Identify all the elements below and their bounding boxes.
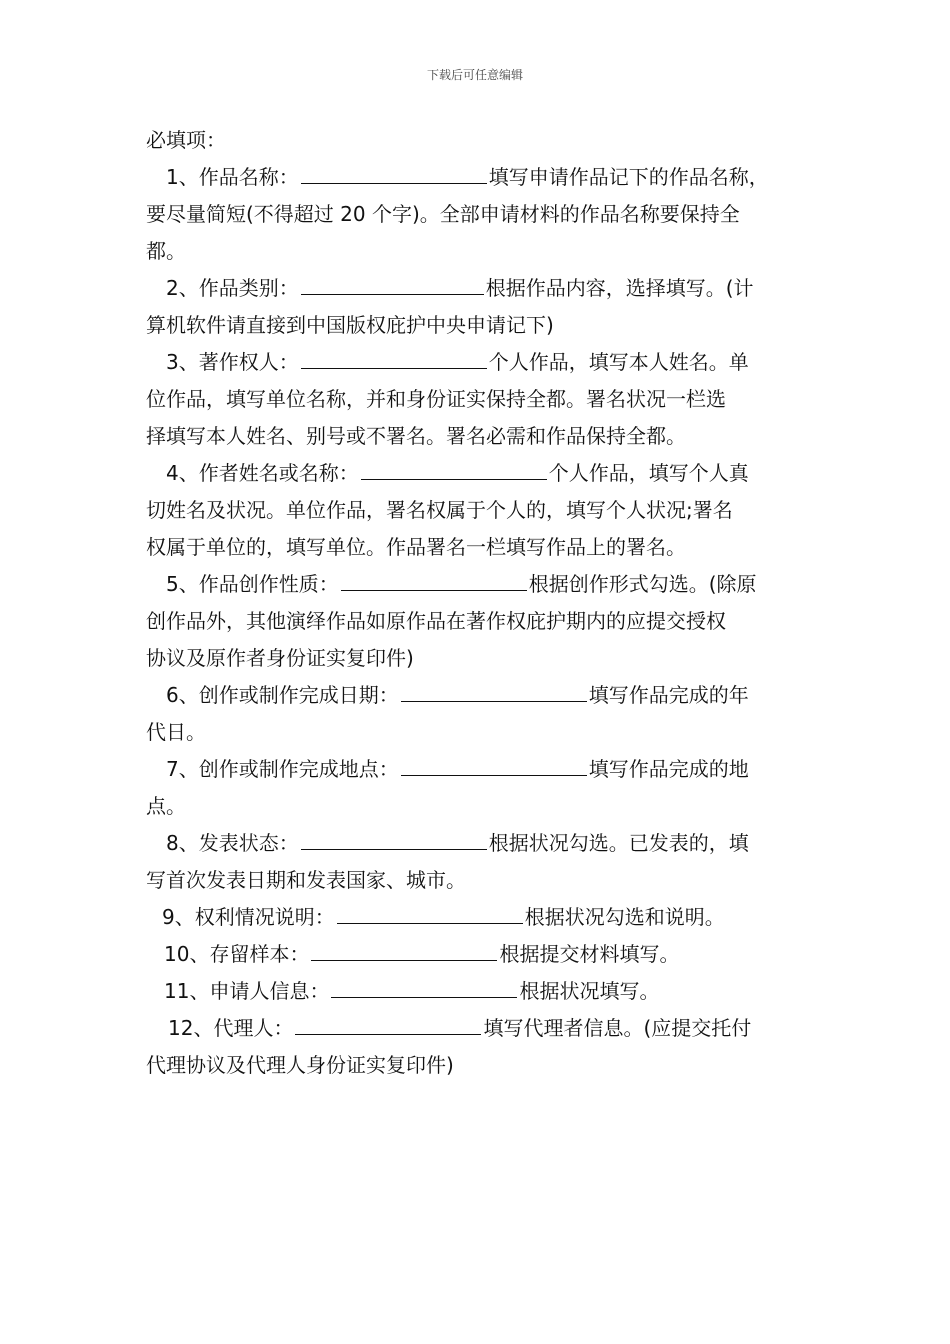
fill-blank (401, 682, 587, 702)
item-label: 8、发表状态： (166, 831, 299, 855)
item-10 (146, 936, 816, 973)
document-body (146, 122, 816, 1084)
item-label: 11、申请人信息： (164, 979, 330, 1003)
item-text: 填写作品完成的年 (588, 683, 749, 707)
item-3 (146, 344, 816, 455)
item-text: 根据状况填写。 (519, 979, 660, 1003)
item-text: 根据作品内容，选择填写。(计 (485, 276, 754, 300)
fill-blank (311, 941, 497, 961)
fill-blank (337, 904, 523, 924)
fill-blank (331, 978, 517, 998)
item-label: 5、作品创作性质： (166, 572, 339, 596)
item-11 (146, 973, 816, 1010)
fill-blank (301, 275, 484, 295)
item-text: 个人作品，填写个人真 (548, 461, 749, 485)
item-text-line: 权属于单位的，填写单位。作品署名一栏填写作品上的署名。 (146, 535, 686, 559)
item-text-line: 代日。 (146, 720, 206, 744)
item-6 (146, 677, 816, 751)
item-label: 1、作品名称： (166, 165, 299, 189)
item-text: 填写作品完成的地 (588, 757, 749, 781)
fill-blank (295, 1015, 481, 1035)
item-label: 6、创作或制作完成日期： (166, 683, 399, 707)
item-text-line: 择填写本人姓名、别号或不署名。署名必需和作品保持全都。 (146, 424, 686, 448)
fill-blank (301, 349, 487, 369)
item-text: 根据提交材料填写。 (499, 942, 680, 966)
page-header: 下载后可任意编辑 (426, 68, 523, 82)
item-text: 根据创作形式勾选。(除原 (528, 572, 757, 596)
item-text-line: 代理协议及代理人身份证实复印件) (146, 1053, 454, 1077)
item-label: 2、作品类别： (166, 276, 299, 300)
item-text-line: 位作品，填写单位名称，并和身份证实保持全都。署名状况一栏选 (146, 387, 726, 411)
item-text: 个人作品，填写本人姓名。单 (488, 350, 749, 374)
item-text-line: 协议及原作者身份证实复印件) (146, 646, 414, 670)
item-text-line: 要尽量简短(不得超过 20 个字)。全部申请材料的作品名称要保持全 (146, 202, 740, 226)
item-text: 填写申请作品记下的作品名称， (488, 165, 769, 189)
item-text-line: 点。 (146, 794, 186, 818)
item-9 (146, 899, 816, 936)
section-heading: 必填项： (146, 128, 226, 152)
fill-blank (361, 460, 547, 480)
fill-blank (341, 571, 527, 591)
item-2 (146, 270, 816, 344)
item-text-line: 切姓名及状况。单位作品，署名权属于个人的，填写个人状况;署名 (146, 498, 733, 522)
item-4 (146, 455, 816, 566)
item-text: 根据状况勾选和说明。 (524, 905, 725, 929)
item-8 (146, 825, 816, 899)
item-label: 4、作者姓名或名称： (166, 461, 359, 485)
fill-blank (301, 830, 487, 850)
fill-blank (301, 164, 487, 184)
item-text: 填写代理者信息。(应提交托付 (483, 1016, 752, 1040)
item-label: 12、代理人： (168, 1016, 294, 1040)
item-label: 10、存留样本： (164, 942, 310, 966)
item-text-line: 算机软件请直接到中国版权庇护中央申请记下) (146, 313, 554, 337)
item-text-line: 都。 (146, 239, 186, 263)
item-text: 根据状况勾选。已发表的，填 (488, 831, 749, 855)
item-text-line: 写首次发表日期和发表国家、城市。 (146, 868, 466, 892)
item-5 (146, 566, 816, 677)
item-7 (146, 751, 816, 825)
item-label: 9、权利情况说明： (162, 905, 335, 929)
item-12 (146, 1010, 816, 1084)
item-1 (146, 159, 816, 270)
item-label: 7、创作或制作完成地点： (166, 757, 399, 781)
item-label: 3、著作权人： (166, 350, 299, 374)
fill-blank (401, 756, 587, 776)
item-text-line: 创作品外，其他演绎作品如原作品在著作权庇护期内的应提交授权 (146, 609, 726, 633)
